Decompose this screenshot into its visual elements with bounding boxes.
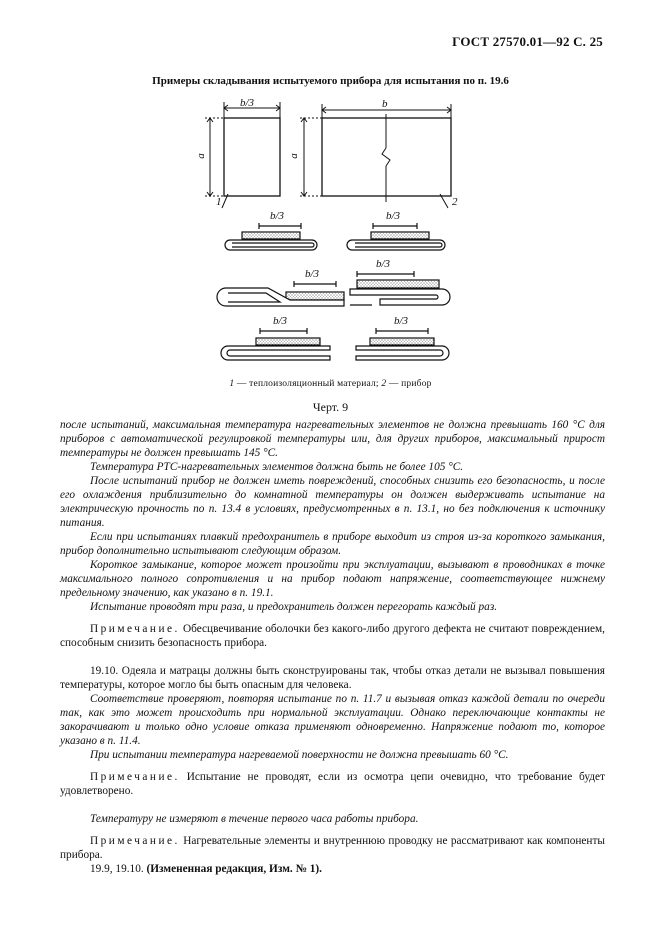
legend-text-2: — прибор [386,379,432,389]
paragraph: После испытаний прибор не должен иметь повреждений, способных снизить его безопасность, и после его охлаждения приблизительно до комнатной температуры он должен выдерживать испытание на электрическую прочность по п. 13.4 в условиях, предусмотренных в п. 13.1, но без подключения к источнику питания. [60,475,605,529]
note [60,622,605,650]
note-label: Примечание. [90,623,180,635]
label-1: 1 [216,196,222,208]
paragraph: Короткое замыкание, которое может произойти при эксплуатации, вызывают в проводниках в точке максимального полного сопротивления и на прибор подают напряжение, соответствующее нижнему предельному значению, как указано в п. 19.1. [60,559,605,599]
note-label: Примечание. [90,835,180,847]
paragraph: При испытании температура нагреваемой поверхности не должна превышать 60 °С. [90,749,509,761]
dim-b-label: b [382,98,388,110]
fold-dim-b3-5: b/3 [273,315,288,327]
label-2: 2 [452,196,458,208]
fold-dim-b3-2: b/3 [386,210,401,222]
amendment-note [60,862,605,876]
note [60,770,605,798]
legend-num-1: 1 [229,379,235,389]
figure-legend [0,379,661,389]
figure-number: Черт. 9 [312,400,349,414]
paragraph: Температура РТС-нагревательных элементов должна быть не более 105 °С. [90,461,464,473]
folding-figure [0,90,661,380]
note-text: Обесцвечивание оболочки без какого-либо другого дефекта не считают повреждением, способным снизить безопасность прибора. [60,623,605,649]
legend-num-2: 2 [381,379,387,389]
figure-caption: Примеры складывания испытуемого прибора для испытания по п. 19.6 [152,75,509,87]
amendment-text: (Измененная редакция, Изм. № 1). [146,863,322,875]
dim-b3-label: b/3 [240,97,255,109]
body-text [60,418,605,876]
amendment-number: 19.9, 19.10. [90,863,144,875]
paragraph: после испытаний, максимальная температура нагревательных элементов не должна превышать 160 °С для приборов с автоматической регулировкой температуры или, для других приборов, максимальный прирост температуры не должен превышать 145 °С. [60,419,605,459]
note-text: Испытание не проводят, если из осмотра цепи очевидно, что требование будет удовлетворено. [60,771,605,797]
dim-a-label-mid: a [287,153,300,159]
note [60,834,605,862]
paragraph: Если при испытаниях плавкий предохранитель в приборе выходит из строя из-за короткого замыкания, прибор дополнительно испытывают следующим образом. [60,531,605,557]
note-text: Нагревательные элементы и внутреннюю проводку не рассматривают как компоненты прибора. [60,835,605,861]
page-header: ГОСТ 27570.01—92 С. 25 [452,34,603,49]
fold-dim-b3-6: b/3 [394,315,409,327]
fold-dim-b3-4: b/3 [376,258,391,270]
paragraph: Испытание проводят три раза, и предохранитель должен перегорать каждый раз. [90,601,498,613]
fold-dim-b3-1: b/3 [270,210,285,222]
paragraph: Температуру не измеряют в течение первого часа работы прибора. [90,813,419,825]
fold-dim-b3-3: b/3 [305,268,320,280]
dim-a-label-left: a [194,153,207,159]
legend-text-1: — теплоизоляционный материал; [234,379,382,389]
paragraph: Соответствие проверяют, повторяя испытание по п. 11.7 и вызывая отказ каждой детали по очереди так, как это может происходить при нормальной эксплуатации. Однако переключающие контакты не закорачивают и только одно условие отказа применяют одновременно. Напряжение подают то, которое указано в п. 11.4. [60,693,605,747]
note-label: Примечание. [90,771,180,783]
paragraph: 19.10. Одеяла и матрацы должны быть сконструированы так, чтобы отказ детали не вызывал повышения температуры, которое могло бы быть опасным для человека. [60,665,605,691]
